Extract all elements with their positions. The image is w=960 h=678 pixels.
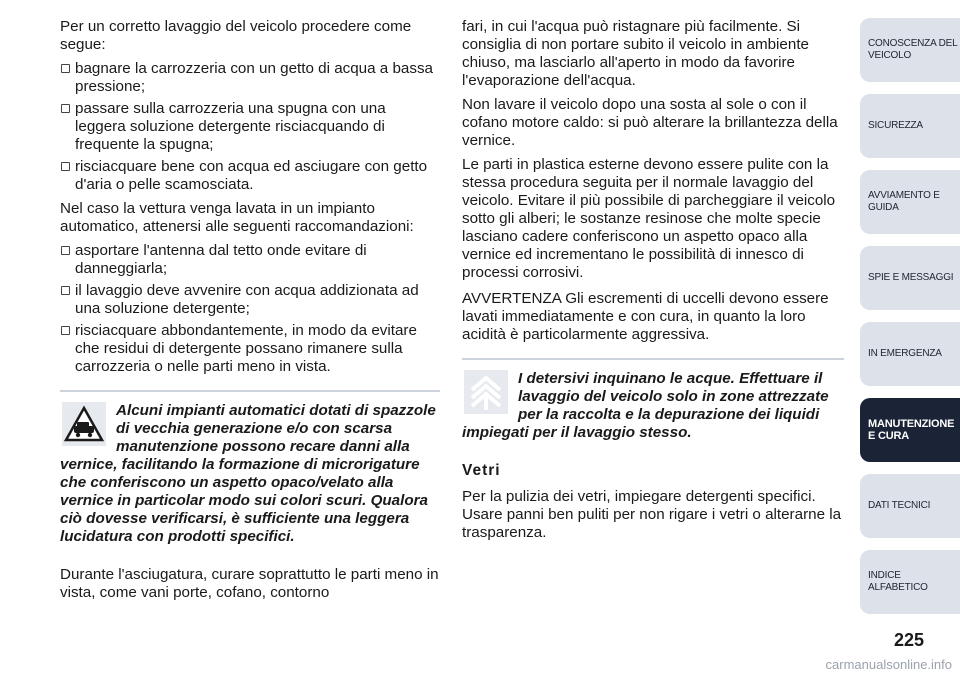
list-item: asportare l'antenna dal tetto onde evitare di danneggiarla; <box>60 242 440 278</box>
tab-avviamento-e-guida[interactable]: AVVIAMENTO E GUIDA <box>860 170 960 234</box>
tree-environment-icon <box>464 370 508 414</box>
tab-dati-tecnici[interactable]: DATI TECNICI <box>860 474 960 538</box>
brush-warning-note <box>60 390 440 546</box>
list-item: risciacquare abbondantemente, in modo da evitare che residui di detergente possano rimanere sulla carrozzeria o nelle parti meno in vista. <box>60 322 440 376</box>
right-column <box>462 18 844 548</box>
checkbox-bullet-icon <box>61 326 70 335</box>
bird-droppings-warning: AVVERTENZA Gli escrementi di uccelli devono essere lavati immediatamente e con cura, in quanto la loro acidità è particolarmente aggressiva. <box>462 290 829 343</box>
automatic-wash-paragraph: Nel caso la vettura venga lavata in un impianto automatico, attenersi alle seguenti raccomandazioni: <box>60 200 414 235</box>
tab-sicurezza[interactable]: SICUREZZA <box>860 94 960 158</box>
list-item: il lavaggio deve avvenire con acqua addizionata ad una soluzione detergente; <box>60 282 440 318</box>
tab-conoscenza-del-veicolo[interactable]: CONOSCENZA DEL VEICOLO <box>860 18 960 82</box>
checkbox-bullet-icon <box>61 246 70 255</box>
checkbox-bullet-icon <box>61 286 70 295</box>
intro-paragraph: Per un corretto lavaggio del veicolo procedere come segue: <box>60 18 412 53</box>
drying-paragraph: Durante l'asciugatura, curare soprattutto le parti meno in vista, come vani porte, cofano, contorno <box>60 566 439 601</box>
checkbox-bullet-icon <box>61 104 70 113</box>
chapter-tabs <box>860 18 960 626</box>
tab-in-emergenza[interactable]: IN EMERGENZA <box>860 322 960 386</box>
note-text: Alcuni impianti automatici dotati di spazzole di vecchia generazione e/o con scarsa manutenzione possono recare danni alla vernice, facilitando la formazione di microrigature che conferiscono un aspetto opaco/velato alla vernice in particolar modo sui colori scuri. Qualora ciò dovesse verificarsi, è sufficiente una leggera lucidatura con prodotti specifici. <box>60 402 436 545</box>
checkbox-bullet-icon <box>61 162 70 171</box>
checkbox-bullet-icon <box>61 64 70 73</box>
tab-indice-alfabetico[interactable]: INDICE ALFABETICO <box>860 550 960 614</box>
hot-hood-paragraph: Non lavare il veicolo dopo una sosta al sole o con il cofano motore caldo: si può alterare la brillantezza della vernice. <box>462 96 838 149</box>
automatic-wash-list <box>60 242 440 376</box>
page-number: 225 <box>893 630 924 650</box>
left-column <box>60 18 440 608</box>
note-text: I detersivi inquinano le acque. Effettuare il lavaggio del veicolo solo in zone attrezzate per la raccolta e la depurazione dei liquidi impiegati per il lavaggio stesso. <box>462 370 829 441</box>
car-wash-brush-icon <box>62 402 106 446</box>
tab-spie-e-messaggi[interactable]: SPIE E MESSAGGI <box>860 246 960 310</box>
list-item: bagnare la carrozzeria con un getto di acqua a bassa pressione; <box>60 60 440 96</box>
plastic-parts-paragraph: Le parti in plastica esterne devono essere pulite con la stessa procedura seguita per il normale lavaggio del veicolo. Evitare il più possibile di parcheggiare il veicolo sotto gli alberi; le sostanze resinose che molte specie lasciano cadere conferiscono un aspetto opaco alla vernice ed incrementano le possibilità di innesco di processi corrosivi. <box>462 156 836 281</box>
list-item: passare sulla carrozzeria una spugna con una leggera soluzione detergente risciacquando di frequente la spugna; <box>60 100 440 154</box>
wash-steps-list <box>60 60 440 194</box>
watermark: carmanualsonline.info <box>825 657 952 672</box>
list-item: risciacquare bene con acqua ed asciugare con getto d'aria o pelle scamosciata. <box>60 158 440 194</box>
tab-manutenzione-e-cura[interactable]: MANUTENZIONE E CURA <box>860 398 960 462</box>
environment-note <box>462 358 844 442</box>
evaporation-paragraph: fari, in cui l'acqua può ristagnare più facilmente. Si consiglia di non portare subito il veicolo in ambiente chiuso, ma lasciarlo all'aperto in modo da favorire l'evaporazione dell'acqua. <box>462 18 809 89</box>
windows-paragraph: Per la pulizia dei vetri, impiegare detergenti specifici. Usare panni ben puliti per non rigare i vetri o alterarne la trasparenza. <box>462 488 842 541</box>
section-title-vetri: Vetri <box>462 462 501 479</box>
